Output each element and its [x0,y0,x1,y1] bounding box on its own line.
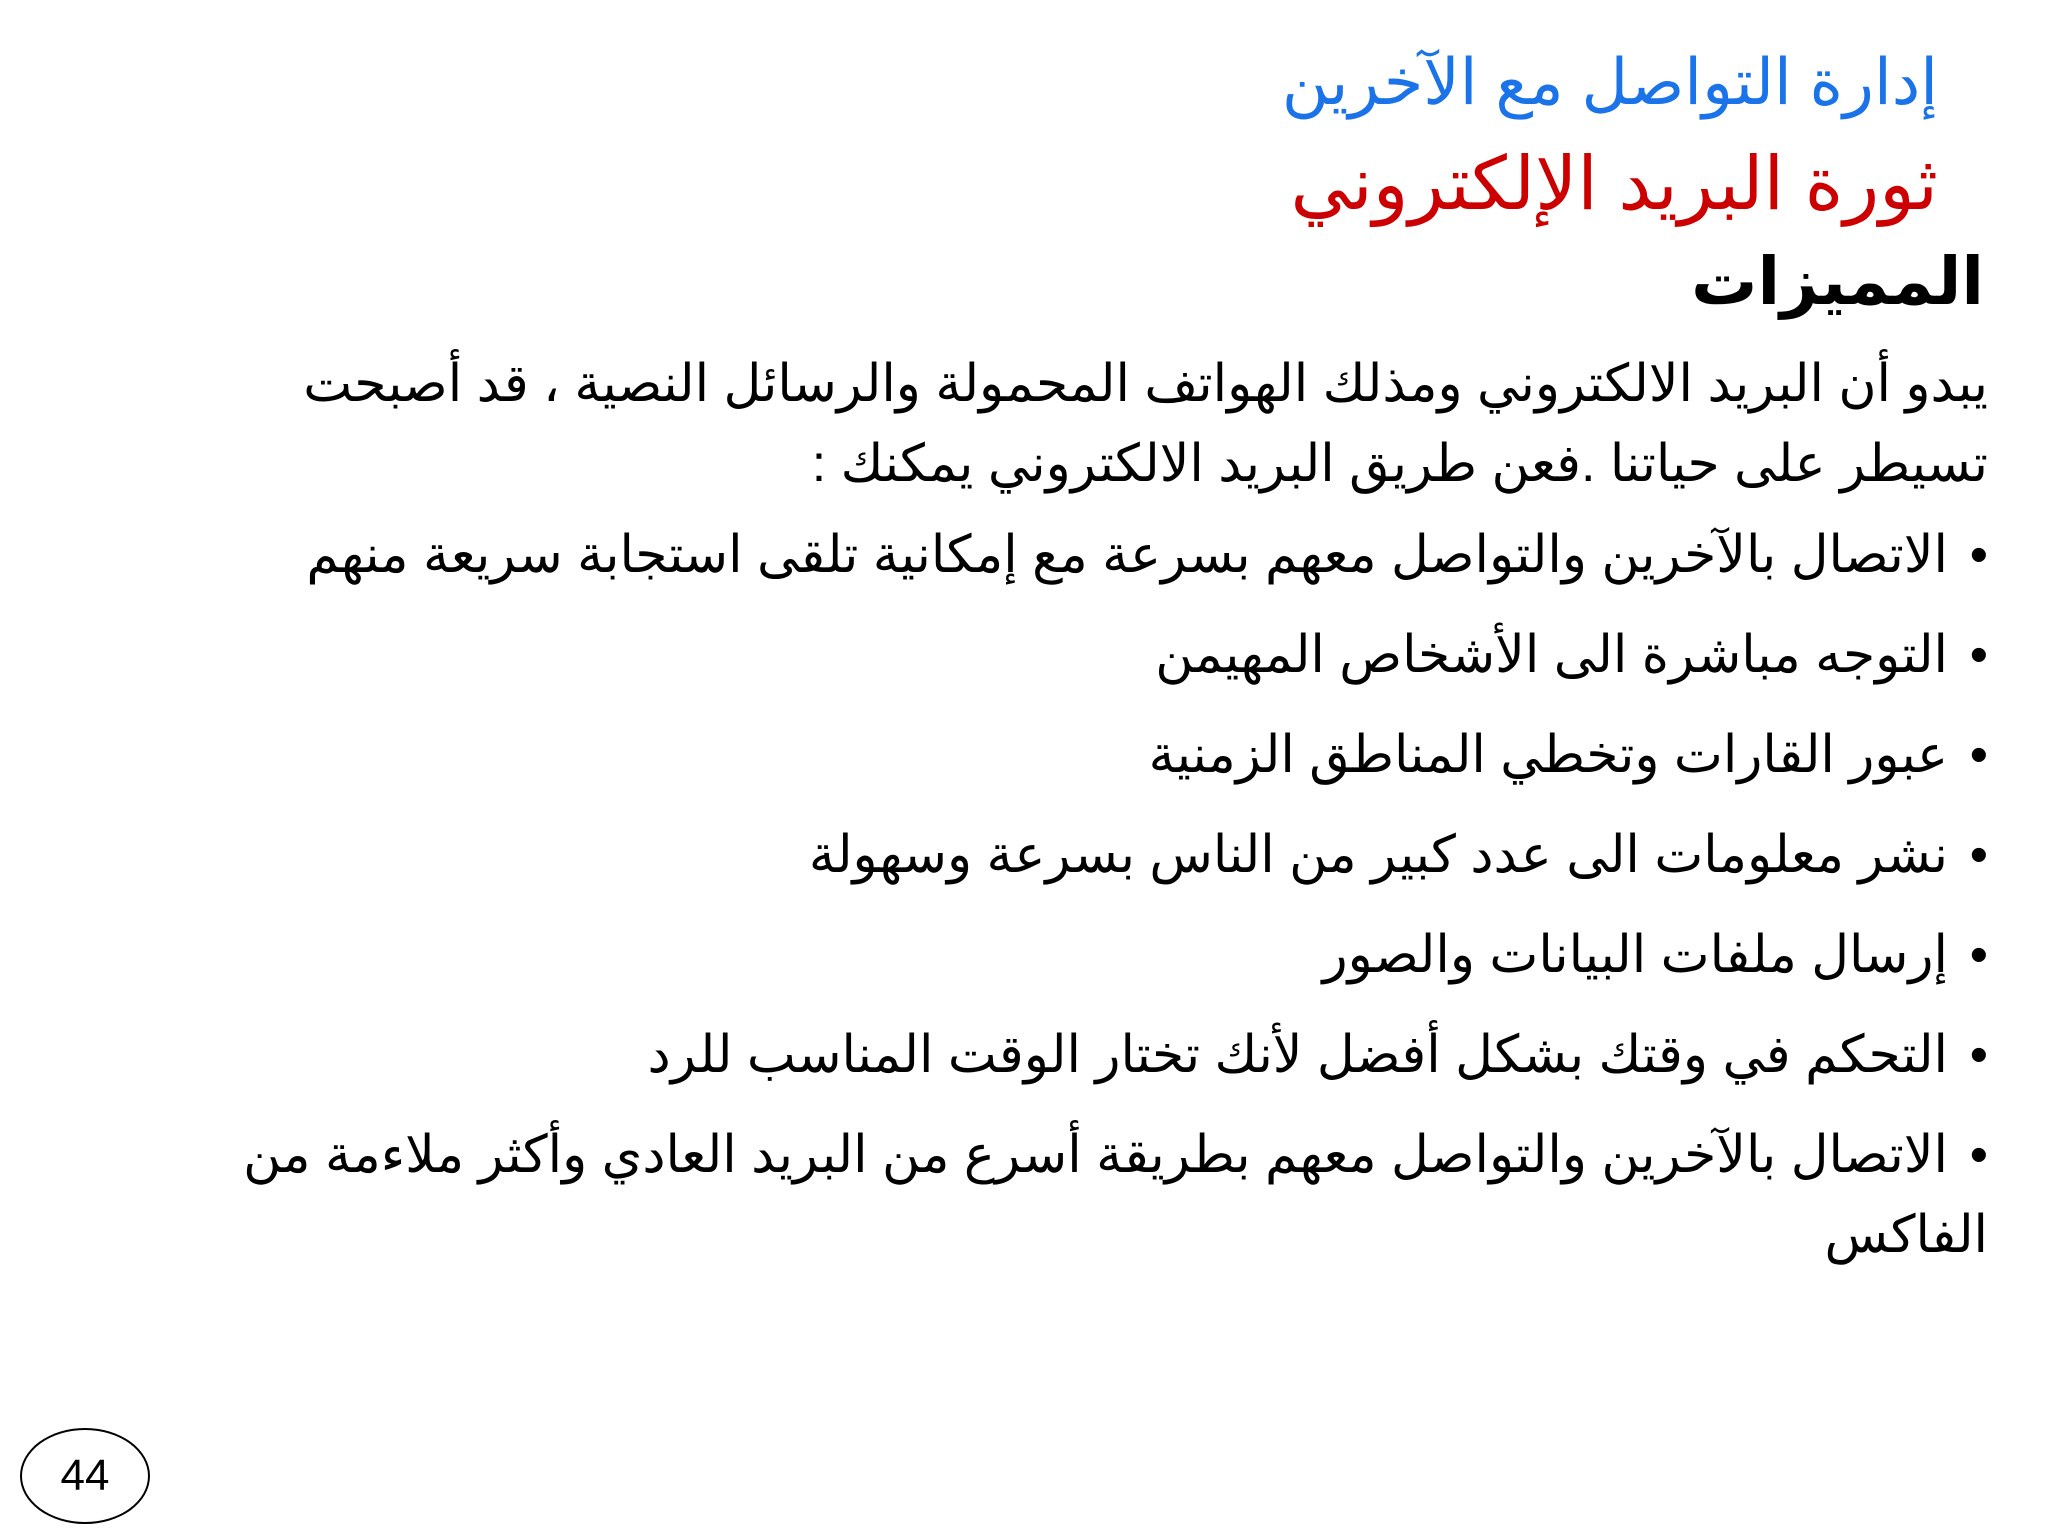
bullet-icon: • [1969,1126,1988,1184]
features-list [88,515,1988,1295]
slide-title: إدارة التواصل مع الآخرين [1281,46,1938,118]
list-item [88,615,1988,695]
bullet-text: •التوجه مباشرة الى الأشخاص المهيمن [88,615,1988,695]
bullet-text: •إرسال ملفات البيانات والصور [88,915,1988,995]
list-item [88,815,1988,895]
slide-subtitle: ثورة البريد الإلكتروني [1290,142,1938,225]
intro-line: يبدو أن البريد الالكتروني ومذلك الهواتف المحمولة والرسائل النصية ، قد أصبحت [303,355,1988,413]
list-item [88,715,1988,795]
page-number [20,1428,150,1524]
bullet-icon: • [1969,926,1988,984]
bullet-icon: • [1969,626,1988,684]
intro-line: تسيطر على حياتنا .فعن طريق البريد الالكتروني يمكنك : [811,435,1988,493]
list-item [88,515,1988,595]
bullet-text: •التحكم في وقتك بشكل أفضل لأنك تختار الوقت المناسب للرد [88,1015,1988,1095]
bullet-icon: • [1969,726,1988,784]
section-heading: المميزات [1691,244,1984,318]
list-item [88,1115,1988,1275]
bullet-icon: • [1969,1026,1988,1084]
bullet-icon: • [1969,526,1988,584]
bullet-text: •الاتصال بالآخرين والتواصل معهم بسرعة مع إمكانية تلقى استجابة سريعة منهم [88,515,1988,595]
bullet-text: •عبور القارات وتخطي المناطق الزمنية [88,715,1988,795]
bullet-text: •الاتصال بالآخرين والتواصل معهم بطريقة أسرع من البريد العادي وأكثر ملاءمة من [88,1115,1988,1195]
page-number-text: 44 [60,1451,110,1500]
list-item [88,1015,1988,1095]
bullet-text-continuation: الفاكس [1824,1206,1988,1264]
intro-paragraph [98,344,1988,504]
list-item [88,915,1988,995]
bullet-icon: • [1969,826,1988,884]
bullet-text: •نشر معلومات الى عدد كبير من الناس بسرعة وسهولة [88,815,1988,895]
